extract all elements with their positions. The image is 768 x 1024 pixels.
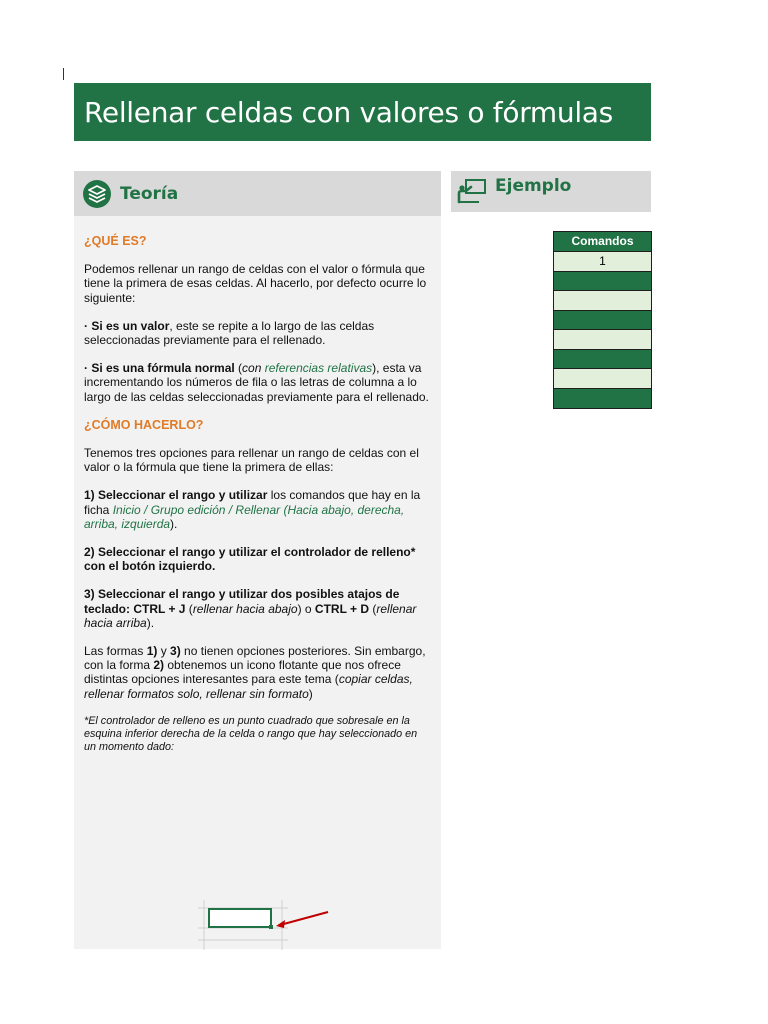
formas-italic: copiar celdas, rellenar formatos solo, rellenar sin formato — [84, 672, 413, 701]
option-3-c: ( — [369, 601, 377, 616]
formas-paragraph — [84, 644, 431, 701]
fill-handle-illustration — [198, 900, 338, 950]
bullet-formula-text: ), esta va incrementando los números de fila o las letras de columna a lo largo de las celdas seleccionadas previamente para el rellenado. — [84, 361, 429, 404]
option-3-c-italic: rellenar hacia arriba — [84, 601, 417, 630]
fill-handle-note: *El controlador de relleno es un punto cuadrado que sobresale en la esquina inferior derecha de la celda o rango que hay seleccionado en un momento dado: — [84, 714, 418, 753]
bullet-formula — [84, 361, 431, 404]
example-header-label: Ejemplo — [495, 176, 572, 196]
formas-2: 2) — [153, 658, 165, 673]
bullet-formula-con: con — [242, 361, 265, 376]
presentation-board-icon — [457, 176, 487, 204]
formas-c: obtenemos un icono flotante que nos ofrece distintas opciones interesantes para este tema ( — [84, 658, 401, 687]
table-cell[interactable] — [554, 369, 651, 389]
option-1-bold: 1) Seleccionar el rango y utilizar — [84, 488, 268, 503]
formas-a: Las formas — [84, 644, 147, 659]
option-3-b-bold: CTRL + D — [314, 601, 370, 616]
bullet-formula-bold: · Si es una fórmula normal — [84, 361, 235, 376]
table-cell[interactable] — [554, 311, 651, 331]
option-2 — [84, 545, 431, 573]
option-3 — [84, 587, 431, 630]
theory-panel — [74, 171, 441, 949]
option-3-a: ( — [185, 601, 193, 616]
formas-y: y — [157, 644, 171, 659]
table-header: Comandos — [554, 232, 651, 252]
comandos-table — [553, 231, 652, 409]
intro-paragraph: Podemos rellenar un rango de celdas con el valor o fórmula que tiene la primera de esas celdas. Al hacerlo, por defecto ocurre lo siguiente: — [84, 262, 427, 305]
table-cell[interactable] — [554, 291, 651, 311]
example-header — [451, 171, 651, 212]
como-intro-paragraph: Tenemos tres opciones para rellenar un rango de celdas con el valor o la fórmula que tiene la primera de ellas: — [84, 446, 419, 475]
page-title-text: Rellenar celdas con valores o fórmulas — [84, 95, 613, 129]
referencias-relativas-link[interactable]: referencias relativas — [264, 361, 373, 376]
table-cell[interactable] — [554, 272, 651, 292]
bullet-valor-bold: · Si es un valor — [84, 318, 170, 333]
formas-b: no tienen opciones posteriores. Sin embargo, con la forma — [84, 644, 426, 673]
option-1-end: ). — [170, 516, 178, 531]
table-cell[interactable]: 1 — [554, 252, 651, 272]
theory-body — [74, 216, 441, 754]
table-cell[interactable] — [554, 389, 651, 409]
option-3-b: ) o — [297, 601, 315, 616]
bullet-formula-open: ( — [234, 361, 243, 376]
formas-3: 3) — [170, 644, 181, 659]
como-hacerlo-heading: ¿CÓMO HACERLO? — [84, 417, 204, 432]
formas-end: ) — [308, 686, 313, 701]
table-cell[interactable] — [554, 350, 651, 370]
que-es-heading: ¿QUÉ ES? — [84, 234, 147, 248]
option-1-path: Inicio / Grupo edición / Rellenar (Hacia abajo, derecha, arriba, izquierda — [84, 502, 405, 531]
option-3-a-italic: rellenar hacia abajo — [192, 601, 298, 616]
theory-header — [74, 171, 441, 216]
table-cell[interactable] — [554, 330, 651, 350]
option-2-bold: 2) Seleccionar el rango y utilizar el controlador de relleno* con el botón izquierdo. — [84, 545, 416, 574]
option-3-bold: 3) Seleccionar el rango y utilizar dos posibles atajos de teclado: CTRL + J — [84, 587, 400, 616]
layers-stack-icon — [82, 179, 112, 209]
text-cursor — [63, 68, 64, 80]
option-3-d: ). — [146, 615, 155, 630]
formas-1: 1) — [146, 644, 158, 659]
page-title — [74, 83, 651, 141]
option-1-text: los comandos que hay en la ficha — [84, 488, 421, 517]
theory-header-label: Teoría — [120, 183, 179, 204]
bullet-valor-text: , este se repite a lo largo de las celdas seleccionadas previamente para el rellenado. — [84, 318, 375, 348]
bullet-valor — [84, 319, 431, 347]
option-1 — [84, 488, 431, 531]
